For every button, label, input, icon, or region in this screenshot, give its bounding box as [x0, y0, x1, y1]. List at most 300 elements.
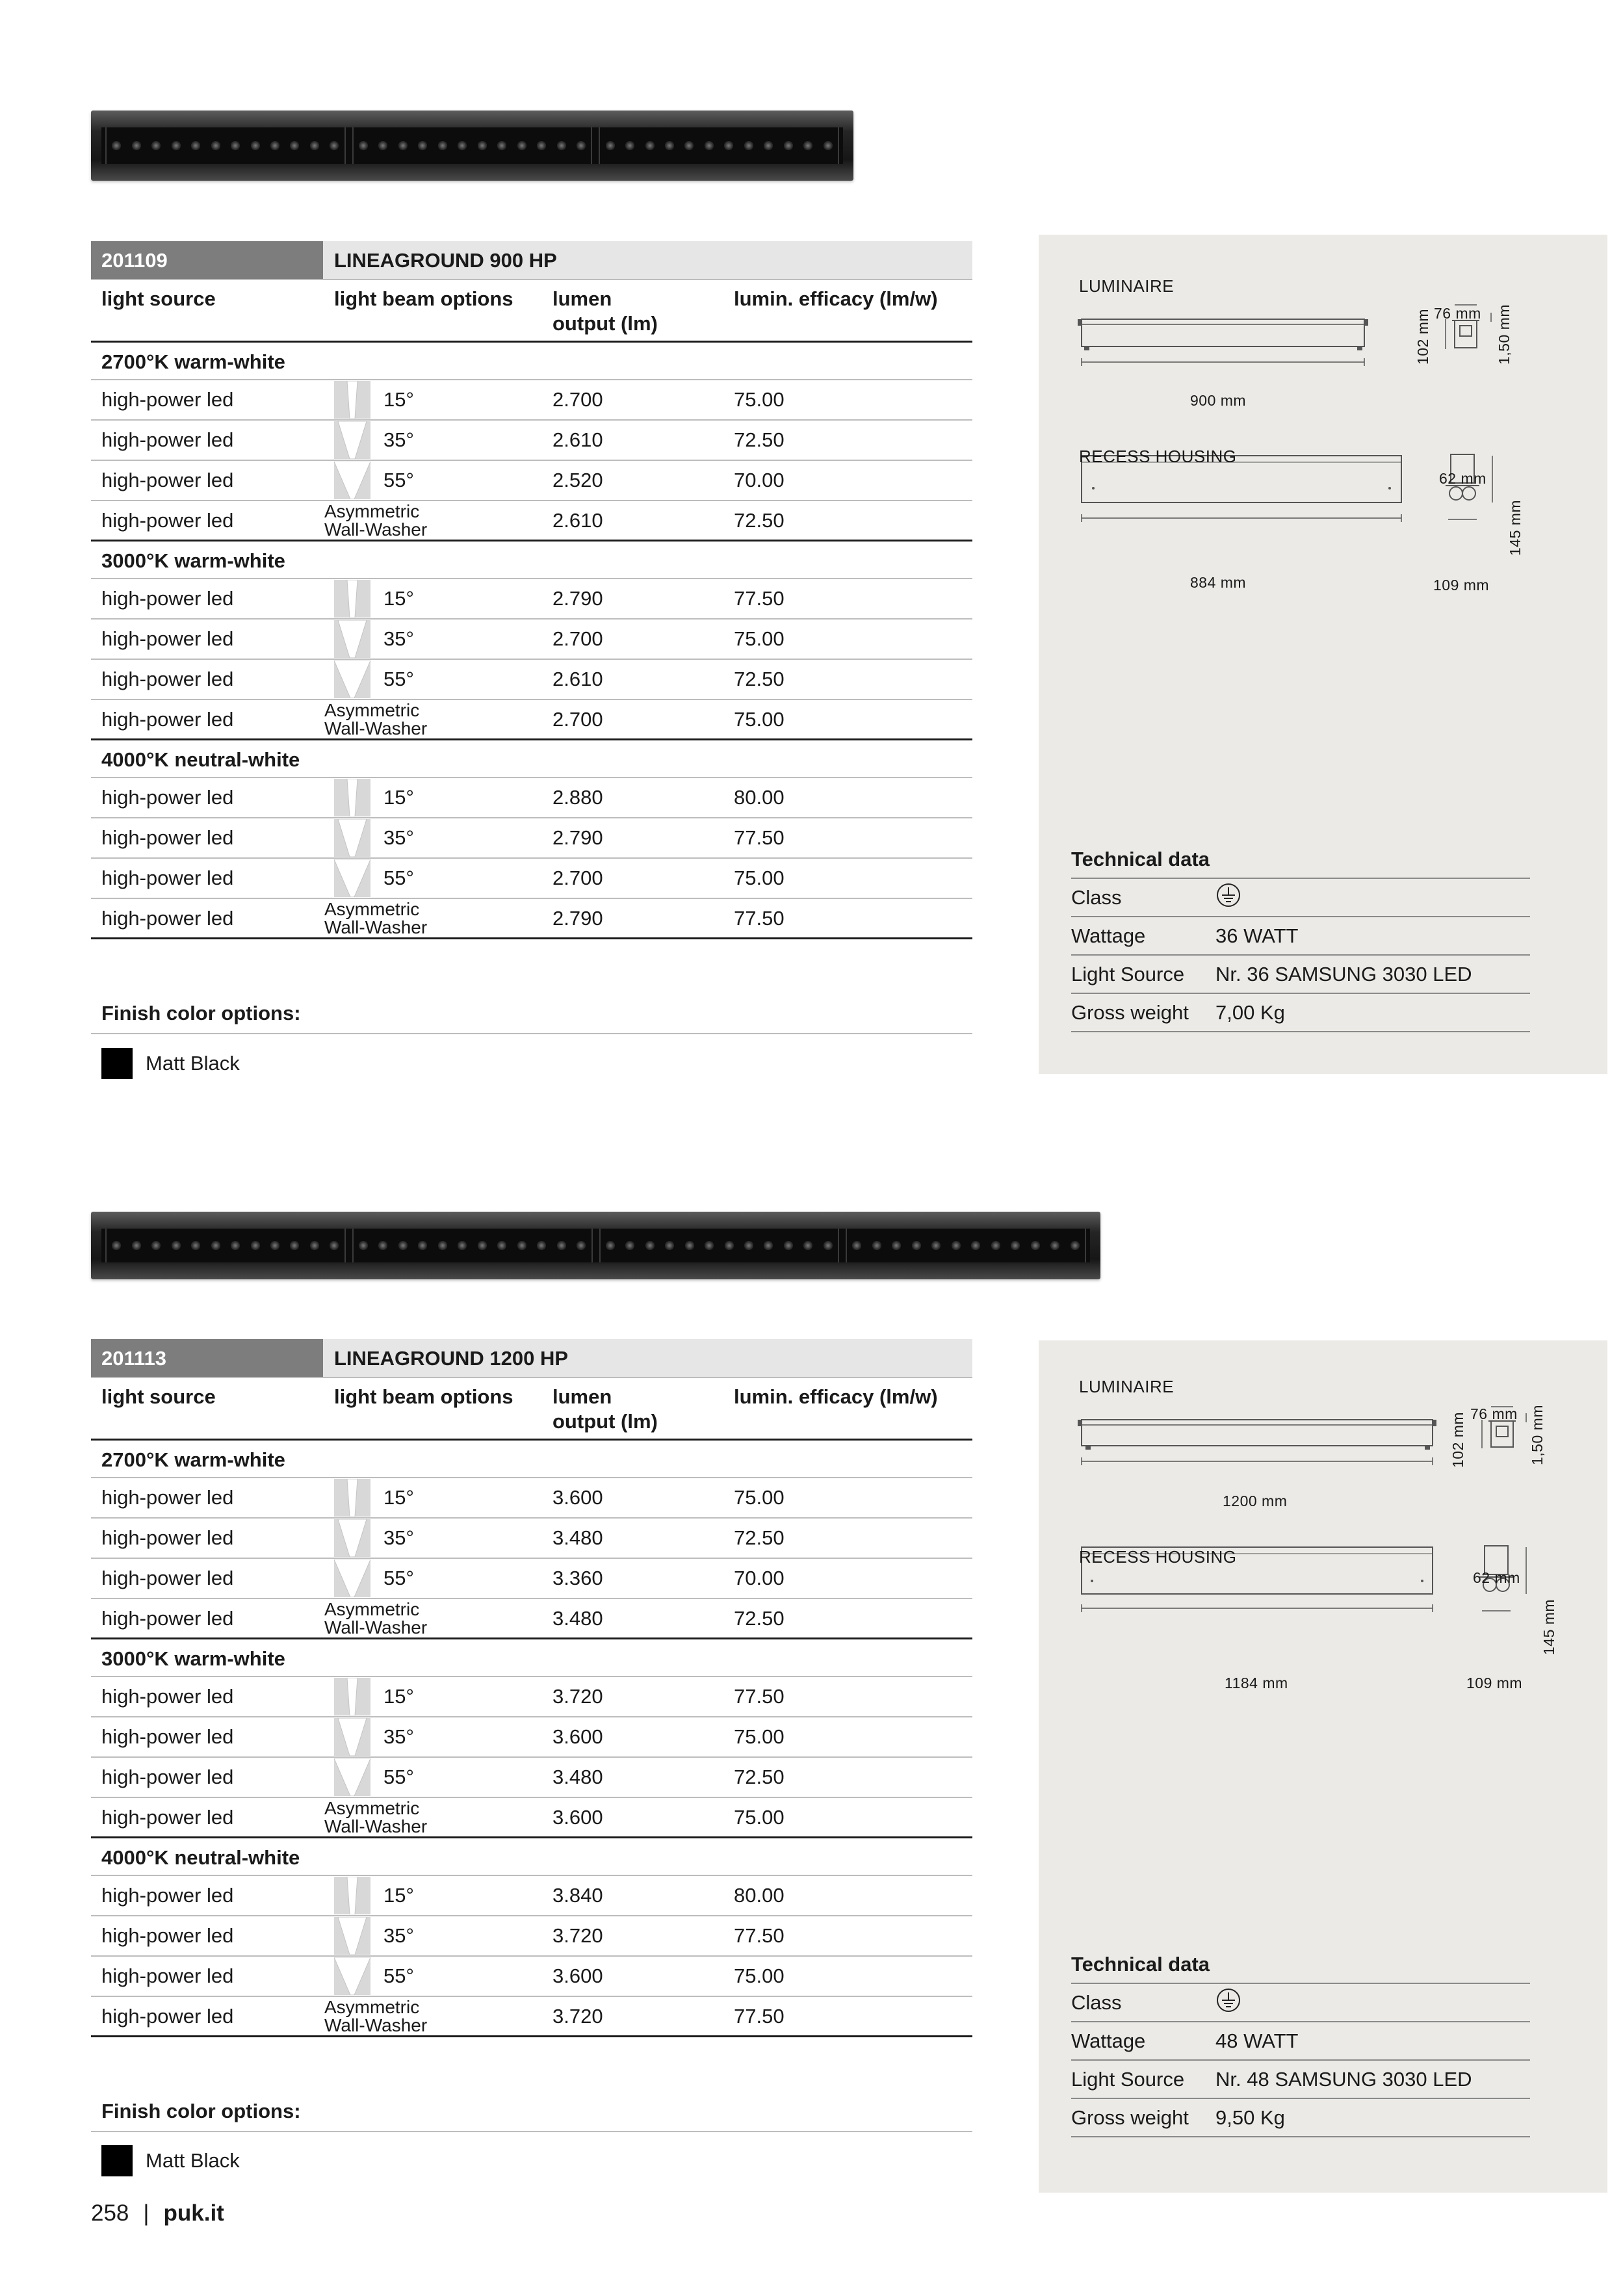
lumen-cell: 2.700 — [552, 867, 603, 889]
product-code: 201109 — [91, 241, 323, 279]
led-dot — [438, 1241, 447, 1250]
beam-label: 55° — [383, 668, 414, 690]
lumen-cell: 2.610 — [552, 668, 603, 690]
led-dot — [912, 1241, 921, 1250]
beam-cell — [323, 421, 543, 460]
tech-row — [1071, 1984, 1530, 2022]
column-headers — [91, 279, 972, 343]
efficacy-cell: 77.50 — [734, 587, 785, 610]
led-dot — [517, 1241, 526, 1250]
led-dot — [478, 141, 487, 150]
led-dot — [665, 1241, 674, 1250]
light-source-cell: high-power led — [101, 707, 234, 731]
beam-label: 55° — [383, 1567, 414, 1589]
tech-key: Light Source — [1071, 962, 1185, 985]
beam-cell — [323, 1478, 543, 1517]
table-row — [91, 579, 972, 620]
led-dot — [606, 141, 615, 150]
product-code: 201113 — [91, 1339, 323, 1377]
led-dot — [892, 1241, 901, 1250]
group-title: 4000°K neutral-white — [91, 740, 972, 778]
led-dot — [270, 141, 279, 150]
beam-cell — [323, 1957, 543, 1996]
light-source-cell: high-power led — [101, 587, 234, 610]
beam-cell — [323, 660, 543, 699]
table-row — [91, 620, 972, 660]
beam-angle-icon — [334, 1479, 370, 1517]
efficacy-cell: 70.00 — [734, 1567, 785, 1589]
beam-angle-icon — [334, 421, 370, 459]
light-source-cell: high-power led — [101, 1685, 234, 1708]
led-dot — [172, 1241, 181, 1250]
led-dot — [378, 141, 387, 150]
luminaire-drawing — [1078, 300, 1598, 664]
finish-title: Finish color options: — [91, 1002, 972, 1034]
tech-row — [1071, 2022, 1530, 2061]
tech-key: Class — [1071, 885, 1122, 909]
luminaire-length: 900 mm — [1190, 392, 1247, 409]
led-dot — [991, 1241, 1000, 1250]
beam-cell — [323, 1916, 543, 1955]
led-dot — [685, 1241, 694, 1250]
lumen-cell: 3.360 — [552, 1567, 603, 1589]
light-source-cell: high-power led — [101, 469, 234, 491]
led-dot — [191, 141, 200, 150]
page-number: 258 — [91, 2200, 129, 2226]
beam-cell — [323, 1519, 543, 1558]
led-dot — [705, 141, 714, 150]
beam-label: 15° — [383, 1685, 414, 1708]
lumen-cell: 3.720 — [552, 1924, 603, 1947]
tech-key: Gross weight — [1071, 2106, 1189, 2129]
tech-value-cell — [1215, 963, 1530, 986]
housing-top: 62 mm — [1439, 470, 1487, 487]
light-source-cell: high-power led — [101, 388, 234, 411]
light-source-cell: high-power led — [101, 1725, 234, 1748]
housing-width: 109 mm — [1466, 1675, 1523, 1691]
housing-top: 62 mm — [1473, 1569, 1520, 1586]
led-dot — [803, 141, 812, 150]
efficacy-cell: 72.50 — [734, 1526, 785, 1549]
beam-angle-icon — [334, 1519, 370, 1557]
efficacy-cell: 72.50 — [734, 428, 785, 451]
led-dot — [398, 141, 408, 150]
beam-label: 35° — [383, 1526, 414, 1549]
beam-cell — [323, 579, 543, 618]
table-row — [91, 1957, 972, 1997]
led-dot — [151, 141, 161, 150]
efficacy-cell: 75.00 — [734, 867, 785, 889]
led-dot — [557, 1241, 566, 1250]
led-dot — [705, 1241, 714, 1250]
beam-angle-icon — [334, 1877, 370, 1914]
efficacy-cell: 75.00 — [734, 627, 785, 650]
table-row — [91, 1798, 972, 1838]
led-module — [352, 1229, 593, 1262]
table-row — [91, 1559, 972, 1599]
table-row — [91, 899, 972, 939]
lumen-cell: 2.790 — [552, 906, 603, 930]
beam-cell — [323, 818, 543, 857]
led-dot — [577, 141, 586, 150]
lumen-cell: 2.790 — [552, 587, 603, 610]
table-row — [91, 700, 972, 740]
led-dot — [151, 1241, 161, 1250]
column-headers — [91, 1377, 972, 1441]
beam-cell — [323, 1758, 543, 1797]
led-dot — [290, 141, 299, 150]
led-module — [105, 1229, 346, 1262]
led-dot — [645, 141, 655, 150]
beam-cell — [323, 1717, 543, 1756]
table-row — [91, 660, 972, 700]
tech-row — [1071, 2061, 1530, 2099]
luminaire-trim: 1,50 mm — [1529, 1405, 1546, 1465]
color-swatch — [101, 1048, 133, 1079]
table-row — [91, 818, 972, 859]
led-module — [599, 1229, 840, 1262]
beam-cell — [323, 461, 543, 500]
led-dot — [132, 1241, 141, 1250]
efficacy-cell: 75.00 — [734, 1805, 785, 1829]
color-swatch — [101, 2145, 133, 2176]
led-dot — [684, 141, 694, 150]
tech-value-cell — [1215, 882, 1530, 913]
led-dot — [398, 1241, 408, 1250]
beam-label: 15° — [383, 587, 414, 610]
tech-value-cell — [1215, 1987, 1530, 2018]
tech-row — [1071, 879, 1530, 917]
beam-label: 35° — [383, 627, 414, 650]
led-dot — [725, 1241, 734, 1250]
beam-label: 55° — [383, 1964, 414, 1987]
beam-cell — [323, 1997, 543, 2035]
group-title: 2700°K warm-white — [91, 1441, 972, 1478]
beam-label: 15° — [383, 388, 414, 411]
lumen-cell: 2.700 — [552, 627, 603, 650]
light-source-cell: high-power led — [101, 786, 234, 809]
table-row — [91, 1519, 972, 1559]
beam-label: 15° — [383, 786, 414, 809]
tech-value: 48 WATT — [1215, 2029, 1299, 2052]
efficacy-cell: 77.50 — [734, 826, 785, 849]
led-dot — [310, 141, 319, 150]
finish-color-label: Matt Black — [146, 1052, 240, 1075]
led-dot — [211, 141, 220, 150]
table-head — [91, 241, 972, 279]
lumen-cell: 3.600 — [552, 1486, 603, 1509]
beam-label: 35° — [383, 826, 414, 849]
led-dot — [744, 1241, 753, 1250]
light-source-cell: high-power led — [101, 668, 234, 690]
led-dot — [764, 1241, 773, 1250]
table-row — [91, 1997, 972, 2037]
efficacy-cell: 80.00 — [734, 786, 785, 809]
led-dot — [625, 141, 634, 150]
led-dot — [231, 1241, 240, 1250]
efficacy-cell: 77.50 — [734, 906, 785, 930]
product-photo — [91, 111, 853, 181]
beam-cell — [323, 899, 543, 937]
tech-row — [1071, 994, 1530, 1032]
efficacy-cell: 72.50 — [734, 1606, 785, 1630]
table-row — [91, 501, 972, 541]
beam-cell — [323, 1798, 543, 1836]
table-row — [91, 1758, 972, 1798]
light-source-cell: high-power led — [101, 1924, 234, 1947]
led-dot — [724, 141, 733, 150]
group-title: 3000°K warm-white — [91, 541, 972, 579]
technical-data — [1071, 848, 1530, 1032]
col-lumen: lumen output (lm) — [552, 287, 658, 335]
table-row — [91, 1478, 972, 1519]
tech-key: Wattage — [1071, 2029, 1146, 2052]
beam-label: Asymmetric Wall-Washer — [324, 1598, 428, 1637]
table-row — [91, 1876, 972, 1916]
tech-value: Nr. 36 SAMSUNG 3030 LED — [1215, 962, 1472, 985]
led-dot — [557, 141, 566, 150]
light-source-cell: high-power led — [101, 906, 234, 930]
lumen-cell: 3.720 — [552, 1685, 603, 1708]
spec-table — [91, 1339, 972, 2037]
beam-label: Asymmetric Wall-Washer — [324, 1797, 428, 1836]
luminaire-width: 76 mm — [1434, 305, 1481, 322]
beam-angle-icon — [334, 580, 370, 618]
tech-title: Technical data — [1071, 848, 1530, 879]
col-efficacy: lumin. efficacy (lm/w) — [734, 287, 938, 310]
side-panel — [1039, 235, 1607, 1074]
lumen-cell: 2.790 — [552, 826, 603, 849]
efficacy-cell: 77.50 — [734, 1685, 785, 1708]
led-dot — [251, 141, 260, 150]
beam-cell — [323, 778, 543, 817]
group-title: 2700°K warm-white — [91, 343, 972, 380]
luminaire-depth: 102 mm — [1449, 1411, 1466, 1468]
technical-data — [1071, 1953, 1530, 2137]
led-dot — [784, 141, 793, 150]
efficacy-cell: 75.00 — [734, 1486, 785, 1509]
led-dot — [852, 1241, 861, 1250]
finish-color-label: Matt Black — [146, 2149, 240, 2172]
tech-value: 36 WATT — [1215, 924, 1299, 947]
tech-row — [1071, 956, 1530, 994]
footer-site-link[interactable]: puk.it — [163, 2200, 224, 2226]
led-dot — [418, 1241, 427, 1250]
table-row — [91, 778, 972, 818]
efficacy-cell: 75.00 — [734, 707, 785, 731]
beam-cell — [323, 1599, 543, 1637]
led-strip — [101, 127, 843, 164]
beam-cell — [323, 380, 543, 419]
tech-row — [1071, 2099, 1530, 2137]
finish-option — [101, 1048, 240, 1079]
table-row — [91, 421, 972, 461]
light-source-cell: high-power led — [101, 826, 234, 849]
led-dot — [132, 141, 141, 150]
efficacy-cell: 70.00 — [734, 469, 785, 491]
led-dot — [231, 141, 240, 150]
led-dot — [497, 141, 506, 150]
col-efficacy: lumin. efficacy (lm/w) — [734, 1385, 938, 1408]
led-dot — [803, 1241, 812, 1250]
luminaire-length: 1200 mm — [1223, 1493, 1288, 1509]
tech-key: Light Source — [1071, 2067, 1185, 2091]
beam-angle-icon — [334, 1718, 370, 1756]
luminaire-label: LUMINAIRE — [1079, 276, 1175, 296]
light-source-cell: high-power led — [101, 508, 234, 532]
tech-key: Gross weight — [1071, 1000, 1189, 1024]
led-dot — [784, 1241, 793, 1250]
led-dot — [764, 141, 773, 150]
beam-label: Asymmetric Wall-Washer — [324, 501, 428, 540]
tech-value-cell — [1215, 2029, 1530, 2053]
group-title: 3000°K warm-white — [91, 1639, 972, 1677]
tech-rows — [1071, 1984, 1530, 2137]
luminaire-depth: 102 mm — [1414, 308, 1431, 365]
footer-separator: | — [143, 2200, 149, 2226]
housing-label: RECESS HOUSING — [1079, 447, 1237, 466]
led-dot — [330, 141, 339, 150]
col-lumen: lumen output (lm) — [552, 1385, 658, 1433]
lumen-cell: 3.480 — [552, 1606, 603, 1630]
led-dot — [112, 1241, 121, 1250]
light-source-cell: high-power led — [101, 627, 234, 650]
col-light-source: light source — [101, 287, 216, 310]
tech-value: 9,50 Kg — [1215, 2106, 1285, 2129]
table-row — [91, 1599, 972, 1639]
led-module — [846, 1229, 1086, 1262]
beam-angle-icon — [334, 1917, 370, 1955]
light-source-cell: high-power led — [101, 428, 234, 451]
beam-angle-icon — [334, 1678, 370, 1715]
col-beam: light beam options — [334, 287, 513, 310]
product-name: LINEAGROUND 1200 HP — [323, 1339, 972, 1377]
row-groups — [91, 343, 972, 939]
page-footer — [91, 2200, 224, 2226]
product-name: LINEAGROUND 900 HP — [323, 241, 972, 279]
beam-label: 35° — [383, 428, 414, 451]
finish-title: Finish color options: — [91, 2100, 972, 2132]
beam-cell — [323, 700, 543, 738]
beam-angle-icon — [334, 819, 370, 857]
beam-cell — [323, 1559, 543, 1598]
led-dot — [744, 141, 753, 150]
housing-depth: 145 mm — [1507, 499, 1524, 556]
led-dot — [577, 1241, 586, 1250]
led-dot — [211, 1241, 220, 1250]
led-dot — [359, 141, 368, 150]
led-dot — [458, 141, 467, 150]
beam-label: Asymmetric Wall-Washer — [324, 898, 428, 937]
lumen-cell: 2.520 — [552, 469, 603, 491]
led-dot — [497, 1241, 506, 1250]
led-dot — [458, 1241, 467, 1250]
beam-label: 55° — [383, 867, 414, 889]
led-dot — [625, 1241, 634, 1250]
lumen-cell: 2.700 — [552, 388, 603, 411]
light-source-cell: high-power led — [101, 1884, 234, 1907]
led-dot — [665, 141, 674, 150]
col-light-source: light source — [101, 1385, 216, 1408]
led-dot — [438, 141, 447, 150]
led-dot — [191, 1241, 200, 1250]
beam-label: 15° — [383, 1884, 414, 1907]
efficacy-cell: 77.50 — [734, 1924, 785, 1947]
housing-length: 884 mm — [1190, 574, 1247, 591]
led-dot — [359, 1241, 368, 1250]
led-dot — [270, 1241, 279, 1250]
product-photo — [91, 1212, 1100, 1279]
led-dot — [418, 141, 427, 150]
efficacy-cell: 75.00 — [734, 388, 785, 411]
led-dot — [1071, 1241, 1080, 1250]
led-dot — [112, 141, 121, 150]
tech-value: Nr. 48 SAMSUNG 3030 LED — [1215, 2067, 1472, 2091]
beam-angle-icon — [334, 1559, 370, 1597]
beam-angle-icon — [334, 620, 370, 658]
table-row — [91, 1677, 972, 1717]
lumen-cell: 3.600 — [552, 1964, 603, 1987]
beam-cell — [323, 620, 543, 659]
beam-angle-icon — [334, 462, 370, 499]
housing-depth: 145 mm — [1540, 1598, 1557, 1655]
beam-angle-icon — [334, 859, 370, 897]
lumen-cell: 3.480 — [552, 1526, 603, 1549]
tech-value-cell — [1215, 2068, 1530, 2091]
light-source-cell: high-power led — [101, 867, 234, 889]
beam-angle-icon — [334, 381, 370, 419]
led-dot — [537, 141, 546, 150]
beam-label: Asymmetric Wall-Washer — [324, 699, 428, 738]
efficacy-cell: 75.00 — [734, 1725, 785, 1748]
tech-value-cell — [1215, 924, 1530, 948]
spec-table — [91, 241, 972, 939]
led-module — [105, 127, 346, 164]
beam-label: 35° — [383, 1725, 414, 1748]
table-row — [91, 1916, 972, 1957]
beam-label: Asymmetric Wall-Washer — [324, 1996, 428, 2035]
led-dot — [290, 1241, 299, 1250]
beam-label: 55° — [383, 1766, 414, 1788]
lumen-cell: 2.880 — [552, 786, 603, 809]
table-row — [91, 1717, 972, 1758]
tech-key: Wattage — [1071, 924, 1146, 947]
beam-angle-icon — [334, 660, 370, 698]
luminaire-width: 76 mm — [1470, 1405, 1518, 1422]
tech-value: 7,00 Kg — [1215, 1000, 1285, 1024]
lumen-cell: 2.610 — [552, 508, 603, 532]
led-dot — [378, 1241, 387, 1250]
side-panel — [1039, 1340, 1607, 2193]
beam-label: 15° — [383, 1486, 414, 1509]
group-title: 4000°K neutral-white — [91, 1838, 972, 1876]
beam-angle-icon — [334, 1957, 370, 1995]
led-dot — [537, 1241, 546, 1250]
led-module — [599, 127, 839, 164]
light-source-cell: high-power led — [101, 1526, 234, 1549]
tech-key: Class — [1071, 1990, 1122, 2014]
light-source-cell: high-power led — [101, 1805, 234, 1829]
lumen-cell: 3.600 — [552, 1805, 603, 1829]
efficacy-cell: 75.00 — [734, 1964, 785, 1987]
led-dot — [310, 1241, 319, 1250]
tech-rows — [1071, 879, 1530, 1032]
tech-row — [1071, 917, 1530, 956]
housing-width: 109 mm — [1433, 577, 1490, 594]
table-row — [91, 859, 972, 899]
led-dot — [251, 1241, 260, 1250]
lumen-cell: 3.600 — [552, 1725, 603, 1748]
